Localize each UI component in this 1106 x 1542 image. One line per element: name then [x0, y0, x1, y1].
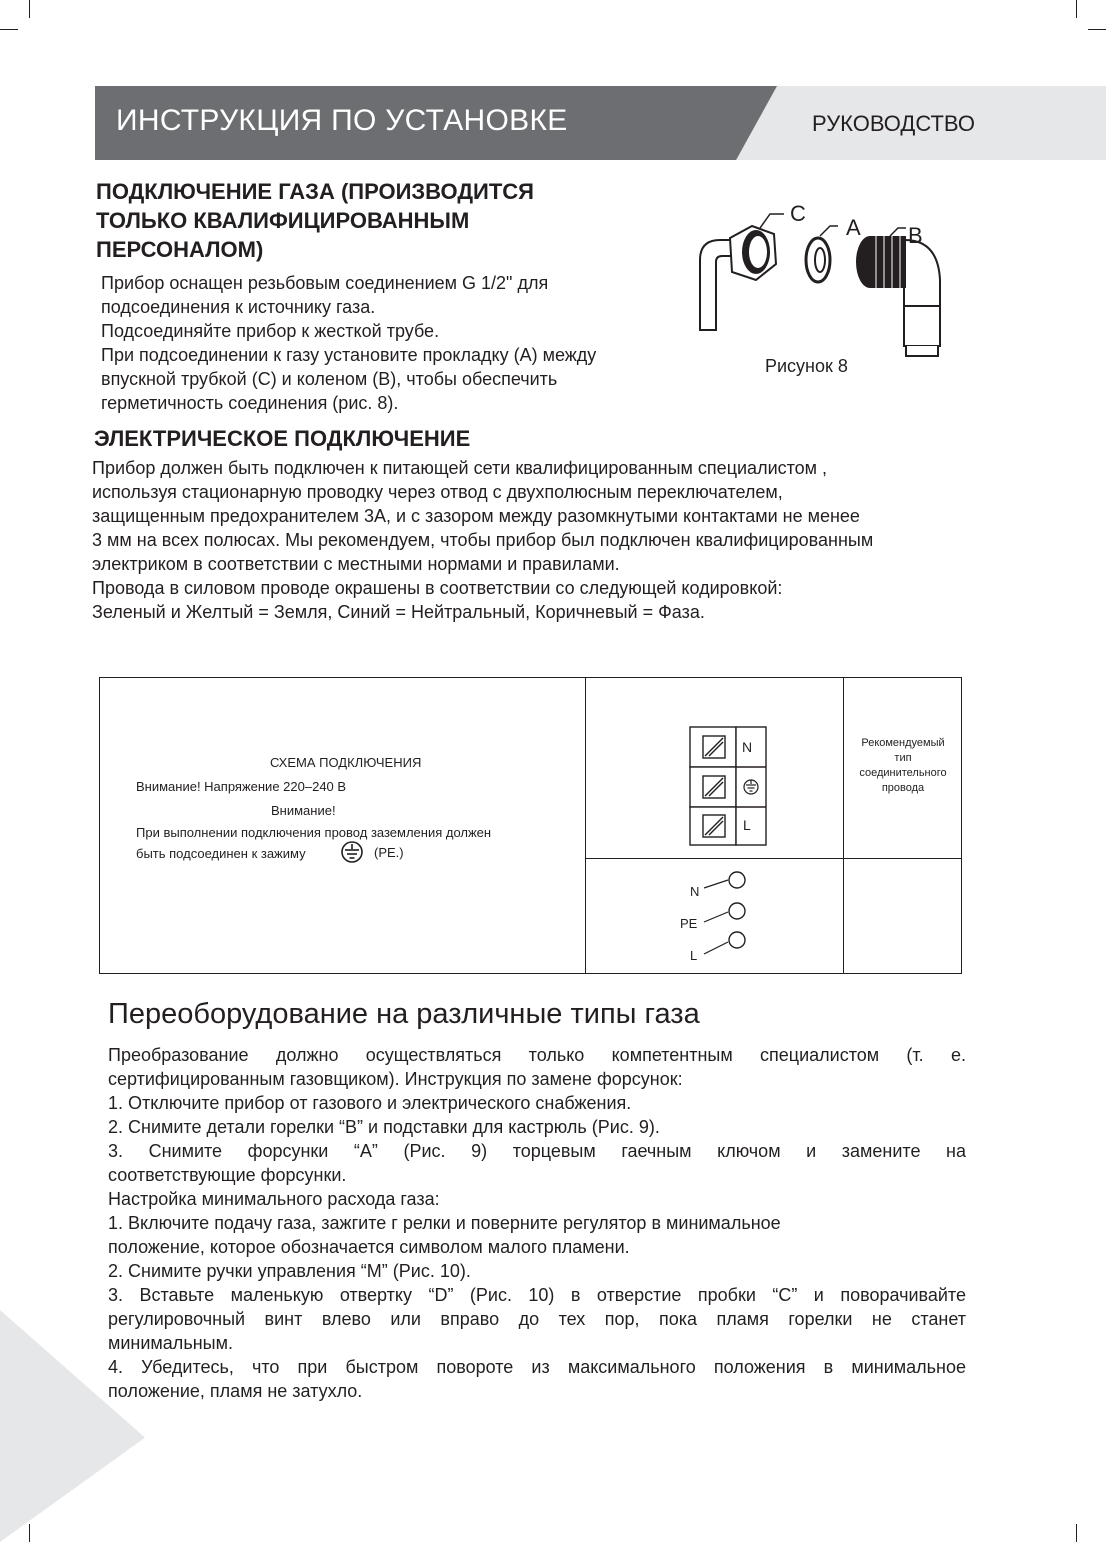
text-line: 4. Убедитесь, что при быстром повороте из максимального положения в минимальное: [108, 1357, 966, 1377]
table-border: [961, 677, 962, 974]
text-line: Подсоединяйте прибор к жесткой трубе.: [101, 321, 440, 341]
gas-heading: [96, 177, 534, 264]
electric-heading: ЭЛЕКТРИЧЕСКОЕ ПОДКЛЮЧЕНИЕ: [94, 426, 471, 451]
text-line: положение, пламя не затухло.: [108, 1381, 363, 1401]
conversion-text: [108, 1043, 966, 1403]
text-line: Провода в силовом проводе окрашены в соответствии со следующей кодировкой:: [92, 578, 783, 598]
text-line: соединительного: [859, 767, 947, 779]
table-border: [843, 677, 844, 974]
recommended-wire-type: [848, 736, 958, 796]
text-line: 2. Снимите детали горелки “B” и подставки для кастрюль (Рис. 9).: [108, 1117, 660, 1137]
pe-label: (PE.): [374, 845, 404, 860]
crop-mark: [1088, 29, 1106, 30]
text-line: используя стационарную проводку через отвод с двухполюсным переключателем,: [92, 482, 783, 502]
text-line: 3 мм на всех полюсах. Мы рекомендуем, чтобы прибор был подключен квалифицированным: [92, 530, 874, 550]
text-line: впускной трубкой (C) и коленом (B), чтобы обеспечить: [101, 369, 558, 389]
table-border: [99, 677, 100, 974]
gas-text: [101, 271, 596, 415]
text-line: Прибор должен быть подключен к питающей сети квалифицированным специалистом ,: [92, 458, 828, 478]
text-line: электриком в соответствии с местными нормами и правилами.: [92, 554, 620, 574]
text-line: 3. Вставьте маленькую отвертку “D” (Рис. 10) в отверстие пробки “C” и поворачивайте: [108, 1285, 966, 1305]
attention-label: Внимание!: [271, 803, 336, 818]
page-title: ИНСТРУКЦИЯ ПО УСТАНОВКЕ: [116, 104, 568, 137]
section-label: РУКОВОДСТВО: [812, 111, 975, 136]
text-line: 1. Отключите прибор от газового и электрического снабжения.: [108, 1093, 632, 1113]
label-c: C: [790, 201, 806, 226]
label-a: A: [846, 215, 861, 240]
text-line: регулировочный винт влево или вправо до тех пор, пока пламя горелки не станет: [108, 1309, 966, 1329]
wire-pe-label: PE: [680, 916, 698, 931]
table-border: [99, 973, 962, 974]
terminal-l-label: L: [743, 817, 751, 833]
table-border: [585, 858, 962, 859]
gas-heading-line: ПОДКЛЮЧЕНИЕ ГАЗА (ПРОИЗВОДИТСЯ: [96, 179, 534, 204]
text-line: тип: [894, 752, 912, 764]
text-line: подсоединения к источнику газа.: [101, 297, 376, 317]
gas-heading-line: ТОЛЬКО КВАЛИФИЦИРОВАННЫМ: [96, 208, 470, 233]
text-line: 1. Включите подачу газа, зажгите г релки и поверните регулятор в минимальное: [108, 1213, 781, 1233]
wiring-title: СХЕМА ПОДКЛЮЧЕНИЯ: [270, 755, 422, 770]
gas-fitting-figure: [690, 200, 970, 370]
wire-l-label: L: [690, 948, 698, 963]
ground-note: быть подсоединен к зажиму: [136, 846, 306, 861]
crop-mark: [1076, 1524, 1077, 1542]
table-border: [99, 677, 962, 678]
text-line: герметичность соединения (рис. 8).: [101, 393, 399, 413]
crop-mark: [29, 0, 30, 18]
text-line: Рекомендуемый: [861, 737, 945, 749]
wire-n-label: N: [690, 884, 700, 899]
text-line: Зеленый и Желтый = Земля, Синий = Нейтральный, Коричневый = Фаза.: [92, 602, 705, 622]
voltage-warning: Внимание! Напряжение 220–240 В: [136, 779, 347, 794]
text-line: Прибор оснащен резьбовым соединением G 1/2" для: [101, 273, 549, 293]
text-line: сертифицированным газовщиком). Инструкция по замене форсунок:: [108, 1069, 683, 1089]
ground-note: При выполнении подключения провод заземления должен: [136, 825, 492, 840]
crop-mark: [29, 1524, 30, 1542]
crop-mark: [1076, 0, 1077, 18]
text-line: При подсоединении к газу установите прокладку (A) между: [101, 345, 597, 365]
text-line: положение, которое обозначается символом малого пламени.: [108, 1237, 630, 1257]
conversion-heading: Переоборудование на различные типы газа: [108, 998, 700, 1030]
electric-text: [92, 456, 873, 624]
ground-symbol-icon: [340, 840, 364, 864]
text-line: защищенным предохранителем 3A, и с зазором между разомкнутыми контактами не менее: [92, 506, 860, 526]
text-line: 2. Снимите ручки управления “M” (Рис. 10).: [108, 1261, 471, 1281]
table-border: [585, 677, 586, 974]
crop-mark: [0, 29, 18, 30]
wire-diagram: [700, 868, 760, 968]
text-line: соответствующие форсунки.: [108, 1165, 347, 1185]
figure-caption: Рисунок 8: [765, 356, 848, 376]
text-line: Настройка минимального расхода газа:: [108, 1189, 440, 1209]
label-b: B: [908, 223, 923, 248]
text-line: 3. Снимите форсунки “A” (Рис. 9) торцевым гаечным ключом и замените на: [108, 1141, 966, 1161]
text-line: минимальным.: [108, 1333, 233, 1353]
text-line: Преобразование должно осуществляться только компетентным специалистом (т. е.: [108, 1045, 966, 1065]
gas-heading-line: ПЕРСОНАЛОМ): [96, 237, 264, 262]
terminal-n-label: N: [742, 739, 753, 755]
text-line: провода: [881, 782, 925, 794]
terminal-block: [689, 726, 769, 846]
